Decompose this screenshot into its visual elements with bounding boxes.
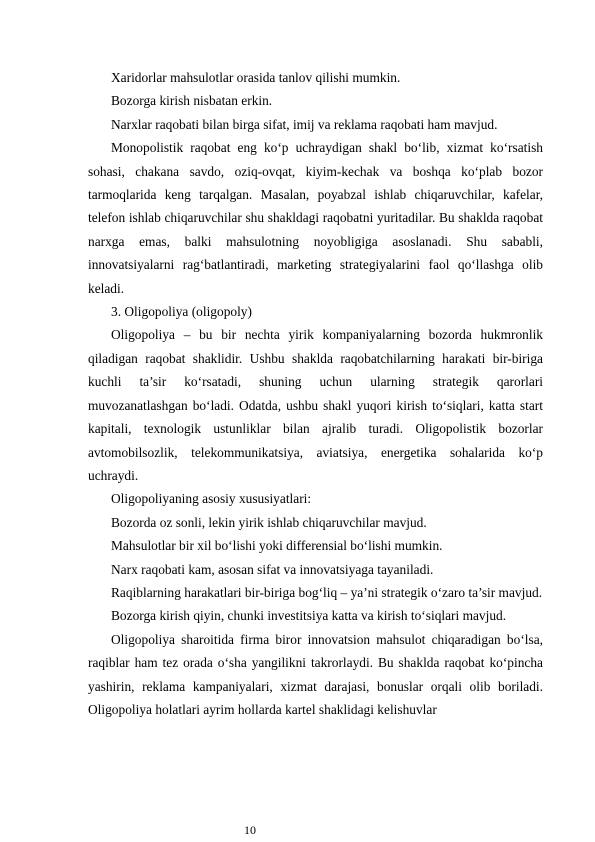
paragraph: Oligopoliya – bu bir nechta yirik kompaniyalarning bozorda hukmronlik qiladigan raqobat shaklidir. Ushbu shaklda raqobatchilarning harakati bir-biriga kuchli ta’sir ko‘rsatadi, shuning uchun ularning strategik qarorlari muvozanatlashgan bo‘ladi. Odatda, ushbu shakl yuqori kirish to‘siqlari, katta start kapitali, texnologik ustunliklar bilan ajralib turadi. Oligopolistik bozorlar avtomobilsozlik, telekommunikatsiya, aviatsiya, energetika sohalarida ko‘p uchraydi. <box>88 327 543 483</box>
list-item: Narx raqobati kam, asosan sifat va innovatsiyaga tayaniladi. <box>111 561 434 577</box>
paragraph: Oligopoliya sharoitida firma biror innovatsion mahsulot chiqaradigan bo‘lsa, raqiblar ham tez orada o‘sha yangilikni takrorlaydi. Bu shaklda raqobat ko‘pincha yashirin, reklama kampaniyalari, xizmat darajasi, bonuslar orqali olib boriladi. Oligopoliya holatlari ayrim hollarda kartel shaklidagi kelishuvlar <box>88 631 543 717</box>
paragraph: Xaridorlar mahsulotlar orasida tanlov qilishi mumkin. <box>111 70 401 85</box>
document-body <box>88 66 543 721</box>
page-number: 10 <box>244 823 256 837</box>
list-item: Bozorga kirish qiyin, chunki investitsiya katta va kirish to‘siqlari mavjud. <box>111 608 507 624</box>
list-heading: Oligopoliyaning asosiy xususiyatlari: <box>111 491 312 507</box>
paragraph: Narxlar raqobati bilan birga sifat, imij va reklama raqobati ham mavjud. <box>111 116 498 132</box>
section-heading: 3. Oligopoliya (oligopoly) <box>111 304 252 320</box>
paragraph: Monopolistik raqobat eng ko‘p uchraydigan shakl bo‘lib, xizmat ko‘rsatish sohasi, chakana savdo, oziq-ovqat, kiyim-kechak va boshqa ko‘plab bozor tarmoqlarida keng tarqalgan. Masalan, poyabzal ishlab chiqaruvchilar, kafelar, telefon ishlab chiqaruvchilar shu shakldagi raqobatni yuritadilar. Bu shaklda raqobat narxga emas, balki mahsulotning noyobligiga asoslanadi. Shu sababli, innovatsiyalarni rag‘batlantiradi, marketing strategiyalarini faol qo‘llashga olib keladi. <box>88 140 543 296</box>
list-item: Mahsulotlar bir xil bo‘lishi yoki differensial bo‘lishi mumkin. <box>111 538 443 554</box>
paragraph: Bozorga kirish nisbatan erkin. <box>111 93 273 109</box>
list-item: Bozorda oz sonli, lekin yirik ishlab chiqaruvchilar mavjud. <box>111 514 427 530</box>
list-item: Raqiblarning harakatlari bir-biriga bog‘liq – ya’ni strategik o‘zaro ta’sir mavjud. <box>111 584 543 600</box>
